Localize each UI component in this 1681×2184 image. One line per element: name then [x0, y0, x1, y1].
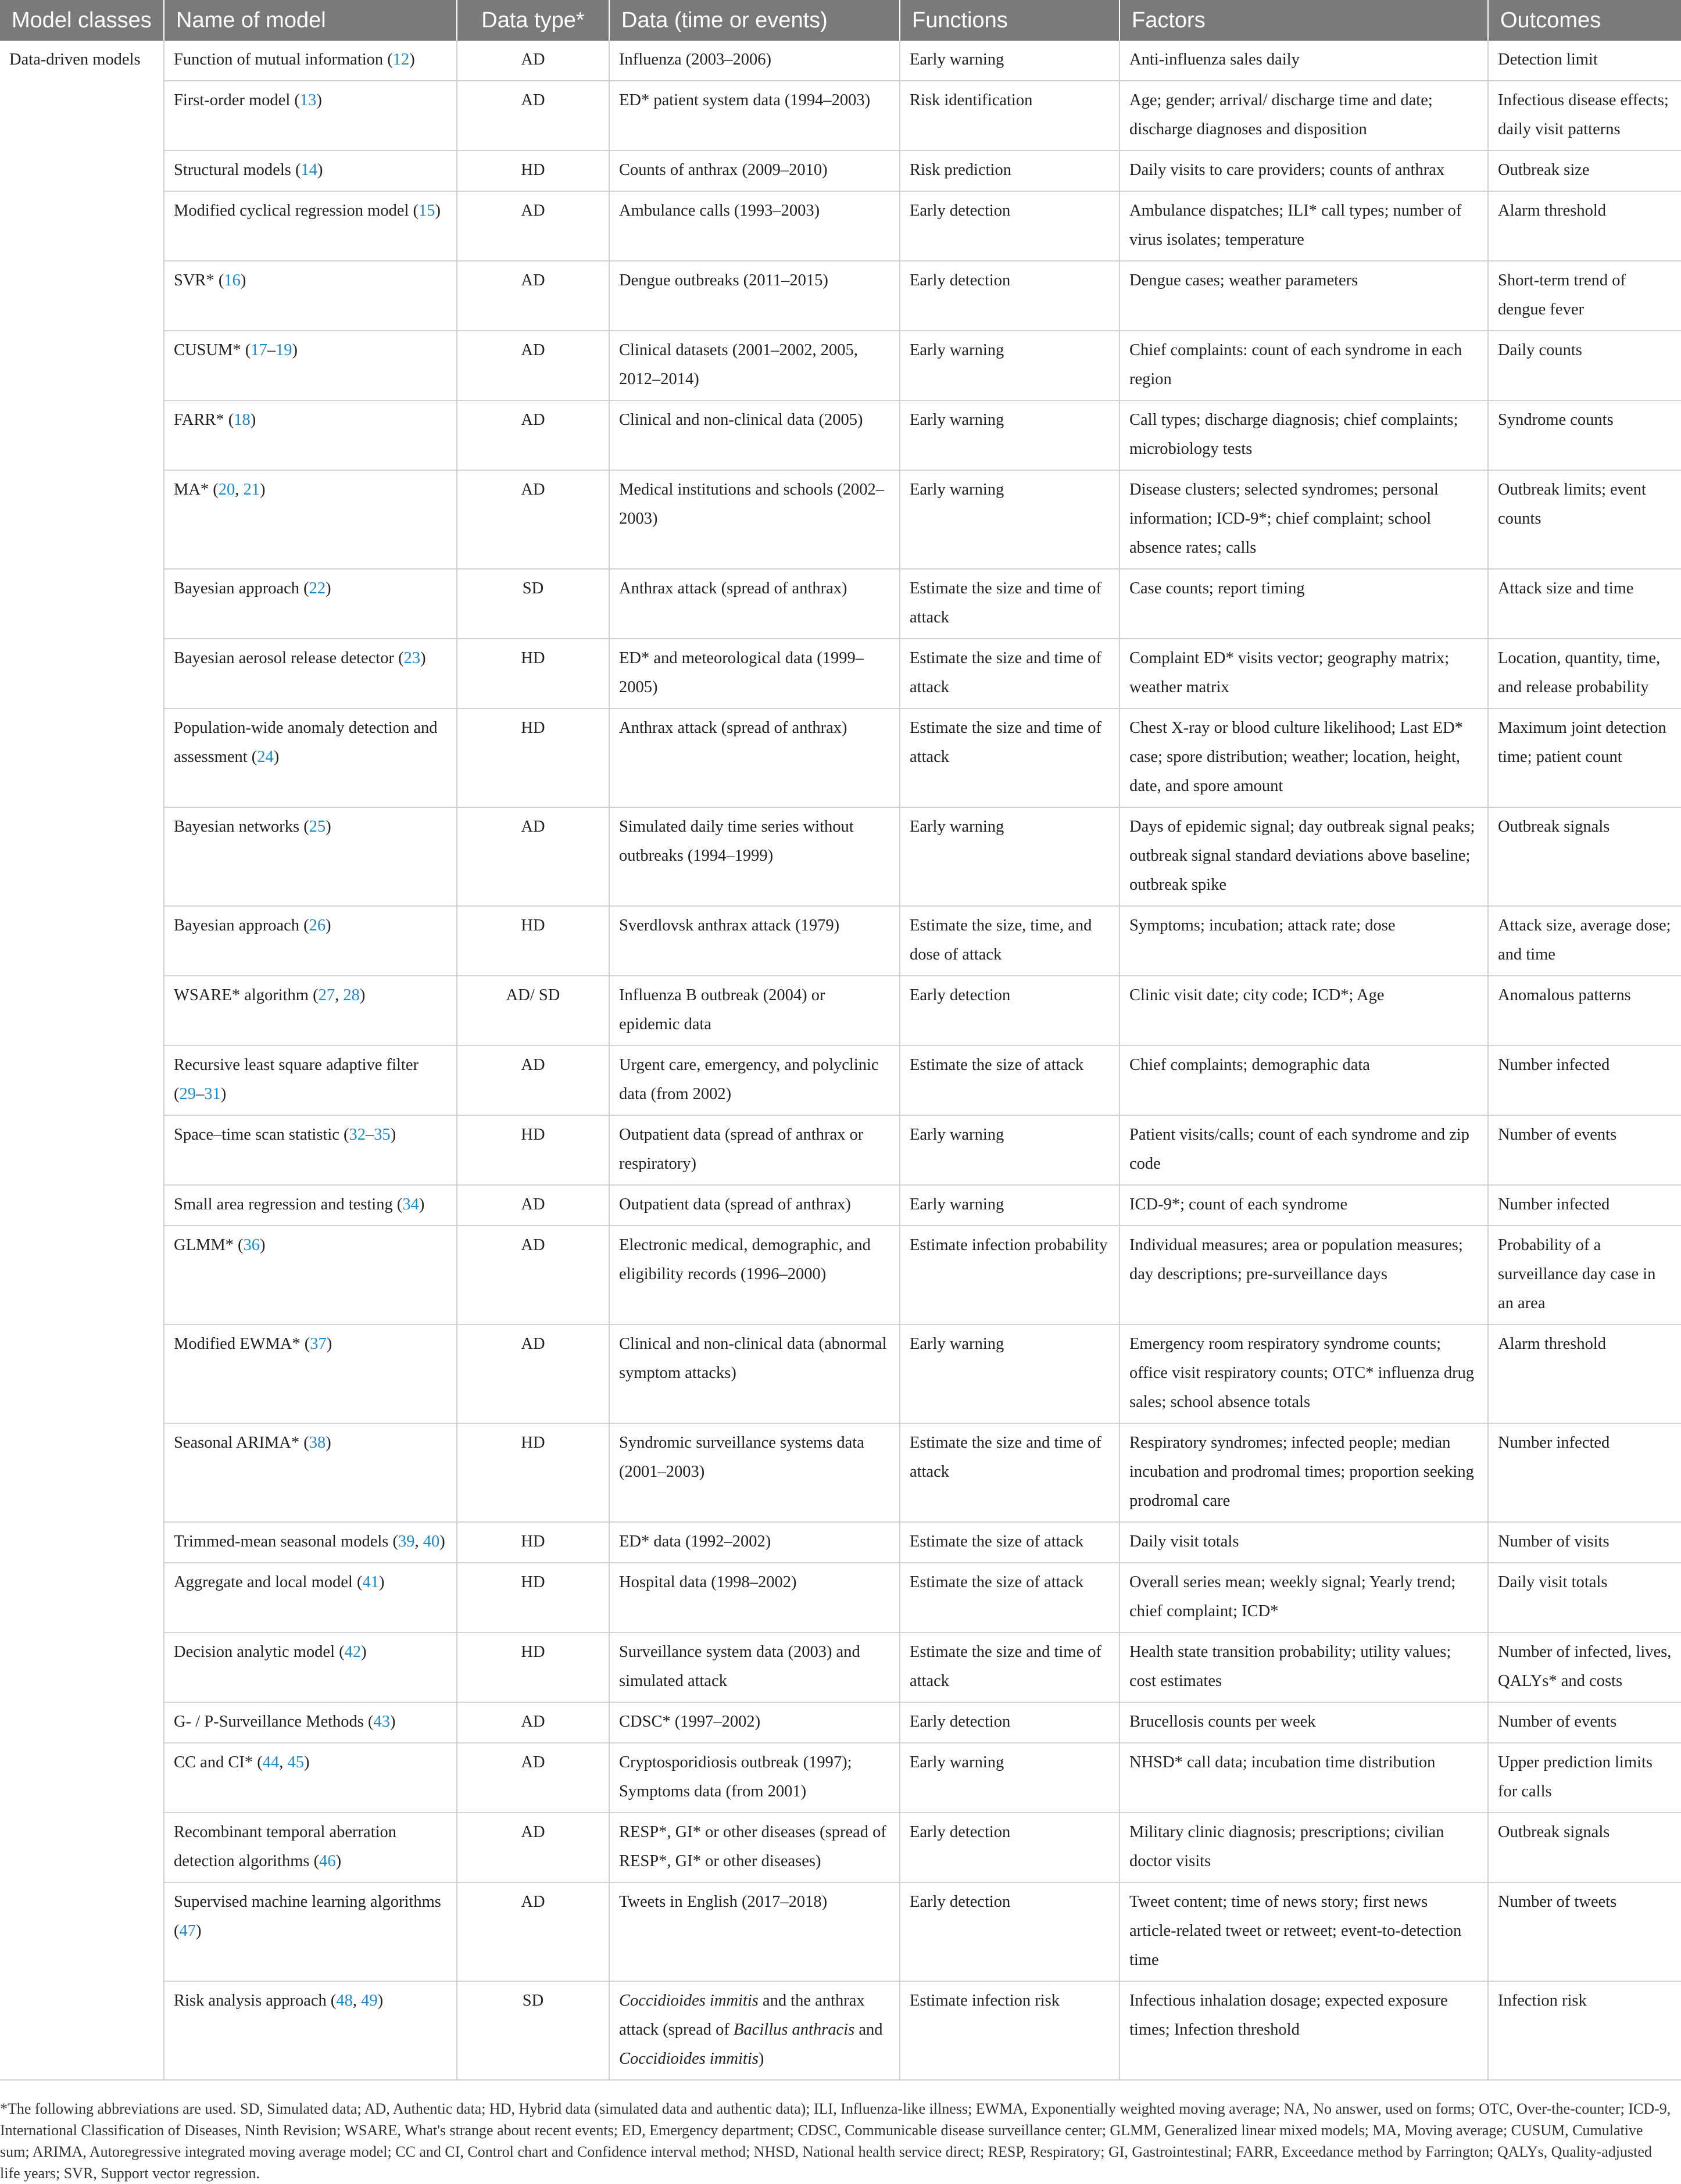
- data-events-cell: Ambulance calls (1993–2003): [609, 191, 900, 261]
- data-type-cell: HD: [457, 1522, 609, 1563]
- model-name-cell: Aggregate and local model (41): [164, 1563, 457, 1632]
- outcomes-cell: Outbreak signals: [1488, 1813, 1681, 1882]
- data-events-cell: Hospital data (1998–2002): [609, 1563, 900, 1632]
- table-row: [0, 569, 1681, 639]
- model-name-cell: Trimmed-mean seasonal models (39, 40): [164, 1522, 457, 1563]
- model-name-cell: First-order model (13): [164, 81, 457, 151]
- reference-link[interactable]: 27: [318, 986, 335, 1004]
- reference-link[interactable]: 18: [234, 411, 251, 429]
- data-events-cell: Dengue outbreaks (2011–2015): [609, 261, 900, 331]
- function-cell: Early warning: [900, 470, 1120, 569]
- function-cell: Estimate the size and time of attack: [900, 708, 1120, 807]
- table-row: [0, 1185, 1681, 1226]
- data-type-cell: AD: [457, 1813, 609, 1882]
- model-name-cell: CUSUM* (17–19): [164, 331, 457, 400]
- reference-link[interactable]: 24: [257, 748, 274, 766]
- model-name-cell: Bayesian approach (22): [164, 569, 457, 639]
- reference-link[interactable]: 48: [336, 1992, 353, 2010]
- reference-link[interactable]: 26: [309, 916, 326, 935]
- data-events-cell: Tweets in English (2017–2018): [609, 1882, 900, 1981]
- outcomes-cell: Number of events: [1488, 1702, 1681, 1743]
- data-events-cell: ED* patient system data (1994–2003): [609, 81, 900, 151]
- outcomes-cell: Attack size and time: [1488, 569, 1681, 639]
- table-row: [0, 1563, 1681, 1632]
- data-events-cell: Clinical and non-clinical data (2005): [609, 400, 900, 470]
- reference-link[interactable]: 22: [309, 579, 326, 597]
- function-cell: Early warning: [900, 41, 1120, 81]
- function-cell: Estimate infection probability: [900, 1226, 1120, 1324]
- function-cell: Risk prediction: [900, 151, 1120, 191]
- function-cell: Early warning: [900, 1324, 1120, 1423]
- data-events-cell: Influenza (2003–2006): [609, 41, 900, 81]
- outcomes-cell: Probability of a surveillance day case in an area: [1488, 1226, 1681, 1324]
- data-type-cell: AD: [457, 191, 609, 261]
- table-row: [0, 1115, 1681, 1185]
- function-cell: Risk identification: [900, 81, 1120, 151]
- header-model-classes: Model classes: [0, 0, 164, 41]
- header-row: [0, 0, 1681, 41]
- factors-cell: Individual measures; area or population measures; day descriptions; pre-surveillance days: [1120, 1226, 1488, 1324]
- table-row: [0, 1813, 1681, 1882]
- header-data: Data (time or events): [609, 0, 900, 41]
- table-row: [0, 1882, 1681, 1981]
- data-type-cell: AD: [457, 1324, 609, 1423]
- table-row: [0, 976, 1681, 1046]
- data-events-cell: Medical institutions and schools (2002–2003): [609, 470, 900, 569]
- italic-term: Bacillus anthracis: [734, 2021, 855, 2039]
- table-row: [0, 81, 1681, 151]
- function-cell: Early warning: [900, 1115, 1120, 1185]
- table-row: [0, 151, 1681, 191]
- outcomes-cell: Detection limit: [1488, 41, 1681, 81]
- function-cell: Early detection: [900, 1702, 1120, 1743]
- header-data-type: Data type*: [457, 0, 609, 41]
- table-row: [0, 1702, 1681, 1743]
- outcomes-cell: Outbreak limits; event counts: [1488, 470, 1681, 569]
- function-cell: Early detection: [900, 261, 1120, 331]
- data-type-cell: HD: [457, 639, 609, 708]
- outcomes-cell: Number infected: [1488, 1185, 1681, 1226]
- data-events-cell: Clinical datasets (2001–2002, 2005, 2012–2014): [609, 331, 900, 400]
- outcomes-cell: Number of infected, lives, QALYs* and costs: [1488, 1632, 1681, 1702]
- outcomes-cell: Location, quantity, time, and release probability: [1488, 639, 1681, 708]
- reference-link[interactable]: 39: [398, 1533, 415, 1551]
- factors-cell: Infectious inhalation dosage; expected exposure times; Infection threshold: [1120, 1981, 1488, 2080]
- outcomes-cell: Number infected: [1488, 1046, 1681, 1115]
- reference-link[interactable]: 12: [392, 51, 410, 69]
- data-type-cell: AD: [457, 41, 609, 81]
- data-type-cell: AD: [457, 1046, 609, 1115]
- data-type-cell: AD: [457, 400, 609, 470]
- model-name-cell: Decision analytic model (42): [164, 1632, 457, 1702]
- table-row: [0, 1423, 1681, 1522]
- table-row: [0, 708, 1681, 807]
- function-cell: Estimate the size and time of attack: [900, 1632, 1120, 1702]
- table-row: [0, 1324, 1681, 1423]
- factors-cell: ICD-9*; count of each syndrome: [1120, 1185, 1488, 1226]
- reference-link[interactable]: 37: [310, 1335, 327, 1353]
- reference-link[interactable]: 45: [287, 1753, 305, 1771]
- factors-cell: Chief complaints; demographic data: [1120, 1046, 1488, 1115]
- table-row: [0, 191, 1681, 261]
- reference-link[interactable]: 41: [362, 1573, 379, 1591]
- reference-link[interactable]: 46: [319, 1852, 336, 1870]
- reference-link[interactable]: 36: [243, 1236, 260, 1254]
- data-events-cell: ED* and meteorological data (1999–2005): [609, 639, 900, 708]
- table-row: [0, 807, 1681, 906]
- data-events-cell: Influenza B outbreak (2004) or epidemic data: [609, 976, 900, 1046]
- data-type-cell: HD: [457, 1563, 609, 1632]
- model-name-cell: GLMM* (36): [164, 1226, 457, 1324]
- outcomes-cell: Syndrome counts: [1488, 400, 1681, 470]
- reference-link[interactable]: 21: [243, 481, 260, 499]
- function-cell: Early warning: [900, 807, 1120, 906]
- function-cell: Early detection: [900, 976, 1120, 1046]
- factors-cell: Disease clusters; selected syndromes; personal information; ICD-9*; chief complaint; school absence rates; calls: [1120, 470, 1488, 569]
- data-type-cell: SD: [457, 569, 609, 639]
- reference-link[interactable]: 25: [309, 818, 326, 836]
- factors-cell: Days of epidemic signal; day outbreak signal peaks; outbreak signal standard deviations above baseline; outbreak spike: [1120, 807, 1488, 906]
- table-row: [0, 1046, 1681, 1115]
- data-events-cell: Outpatient data (spread of anthrax): [609, 1185, 900, 1226]
- model-name-cell: Recombinant temporal aberration detection algorithms (46): [164, 1813, 457, 1882]
- factors-cell: Case counts; report timing: [1120, 569, 1488, 639]
- outcomes-cell: Short-term trend of dengue fever: [1488, 261, 1681, 331]
- model-name-cell: CC and CI* (44, 45): [164, 1743, 457, 1813]
- outcomes-cell: Number infected: [1488, 1423, 1681, 1522]
- model-name-cell: Seasonal ARIMA* (38): [164, 1423, 457, 1522]
- function-cell: Estimate the size and time of attack: [900, 569, 1120, 639]
- data-type-cell: AD: [457, 470, 609, 569]
- reference-link[interactable]: 28: [343, 986, 360, 1004]
- table-row: [0, 1743, 1681, 1813]
- outcomes-cell: Attack size, average dose; and time: [1488, 906, 1681, 976]
- data-events-cell: Urgent care, emergency, and polyclinic data (from 2002): [609, 1046, 900, 1115]
- factors-cell: Respiratory syndromes; infected people; median incubation and prodromal times; proportion seeking prodromal care: [1120, 1423, 1488, 1522]
- factors-cell: Emergency room respiratory syndrome counts; office visit respiratory counts; OTC* influenza drug sales; school absence totals: [1120, 1324, 1488, 1423]
- function-cell: Estimate the size of attack: [900, 1522, 1120, 1563]
- data-events-cell: ED* data (1992–2002): [609, 1522, 900, 1563]
- table-row: [0, 400, 1681, 470]
- data-type-cell: AD: [457, 1702, 609, 1743]
- factors-cell: Chest X-ray or blood culture likelihood; Last ED* case; spore distribution; weather; location, height, date, and spore amount: [1120, 708, 1488, 807]
- reference-link[interactable]: 35: [374, 1126, 391, 1144]
- data-type-cell: SD: [457, 1981, 609, 2080]
- function-cell: Early detection: [900, 1813, 1120, 1882]
- data-events-cell: Anthrax attack (spread of anthrax): [609, 708, 900, 807]
- model-name-cell: Supervised machine learning algorithms (47): [164, 1882, 457, 1981]
- model-name-cell: Space–time scan statistic (32–35): [164, 1115, 457, 1185]
- reference-link[interactable]: 40: [423, 1533, 440, 1551]
- model-name-cell: Small area regression and testing (34): [164, 1185, 457, 1226]
- reference-link[interactable]: 15: [419, 202, 435, 220]
- table-header: [0, 0, 1681, 41]
- data-events-cell: Syndromic surveillance systems data (2001–2003): [609, 1423, 900, 1522]
- reference-link[interactable]: 23: [403, 649, 421, 667]
- header-functions: Functions: [900, 0, 1120, 41]
- table-row: [0, 470, 1681, 569]
- data-type-cell: HD: [457, 906, 609, 976]
- table-row: [0, 331, 1681, 400]
- header-factors: Factors: [1120, 0, 1488, 41]
- header-name-of-model: Name of model: [164, 0, 457, 41]
- function-cell: Estimate the size and time of attack: [900, 1423, 1120, 1522]
- data-type-cell: AD: [457, 807, 609, 906]
- reference-link[interactable]: 32: [349, 1126, 366, 1144]
- model-name-cell: SVR* (16): [164, 261, 457, 331]
- header-outcomes: Outcomes: [1488, 0, 1681, 41]
- outcomes-cell: Alarm threshold: [1488, 1324, 1681, 1423]
- data-type-cell: AD/ SD: [457, 976, 609, 1046]
- reference-link[interactable]: 38: [309, 1434, 326, 1452]
- data-events-cell: Surveillance system data (2003) and simulated attack: [609, 1632, 900, 1702]
- model-name-cell: Modified EWMA* (37): [164, 1324, 457, 1423]
- factors-cell: Patient visits/calls; count of each syndrome and zip code: [1120, 1115, 1488, 1185]
- factors-cell: Daily visit totals: [1120, 1522, 1488, 1563]
- table-footnote: *The following abbreviations are used. SD, Simulated data; AD, Authentic data; HD, Hybrid data (simulated data and authentic data); ILI, Influenza-like illness; EWMA, Exponentially weighted moving average; NA, No answer, used on forms; OTC, Over-the-counter; ICD-9, International Classification of Diseases, Ninth Revision; WSARE, What's strange about recent events; ED, Emergency department; CDSC, Communicable disease surveillance center; GLMM, Generalized linear mixed models; MA, Moving average; CUSUM, Cumulative sum; ARIMA, Autoregressive integrated moving average model; CC and CI, Control chart and Confidence interval method; NHSD, National health service direct; RESP, Respiratory; GI, Gastrointestinal; FARR, Exceedance method by Farrington; QALYs, Quality-adjusted life years; SVR, Support vector regression.: [0, 2100, 1671, 2182]
- data-type-cell: HD: [457, 708, 609, 807]
- data-type-cell: AD: [457, 261, 609, 331]
- data-events-cell: Cryptosporidiosis outbreak (1997); Symptoms data (from 2001): [609, 1743, 900, 1813]
- data-type-cell: AD: [457, 1226, 609, 1324]
- reference-link[interactable]: 16: [224, 271, 241, 289]
- data-events-cell: RESP*, GI* or other diseases (spread of RESP*, GI* or other diseases): [609, 1813, 900, 1882]
- factors-cell: Clinic visit date; city code; ICD*; Age: [1120, 976, 1488, 1046]
- model-name-cell: WSARE* algorithm (27, 28): [164, 976, 457, 1046]
- outcomes-cell: Anomalous patterns: [1488, 976, 1681, 1046]
- model-name-cell: Bayesian aerosol release detector (23): [164, 639, 457, 708]
- data-type-cell: AD: [457, 331, 609, 400]
- table-row: [0, 1981, 1681, 2080]
- function-cell: Estimate the size and time of attack: [900, 639, 1120, 708]
- outcomes-cell: Upper prediction limits for calls: [1488, 1743, 1681, 1813]
- model-name-cell: Risk analysis approach (48, 49): [164, 1981, 457, 2080]
- factors-cell: Call types; discharge diagnosis; chief complaints; microbiology tests: [1120, 400, 1488, 470]
- data-type-cell: AD: [457, 1882, 609, 1981]
- data-type-cell: AD: [457, 81, 609, 151]
- reference-link[interactable]: 42: [344, 1643, 362, 1661]
- factors-cell: Complaint ED* visits vector; geography matrix; weather matrix: [1120, 639, 1488, 708]
- table-row: [0, 1522, 1681, 1563]
- factors-cell: Tweet content; time of news story; first news article-related tweet or retweet; event-to-detection time: [1120, 1882, 1488, 1981]
- reference-link[interactable]: 14: [301, 161, 317, 179]
- factors-cell: Anti-influenza sales daily: [1120, 41, 1488, 81]
- function-cell: Estimate the size of attack: [900, 1563, 1120, 1632]
- data-type-cell: HD: [457, 1115, 609, 1185]
- outcomes-cell: Infection risk: [1488, 1981, 1681, 2080]
- reference-link[interactable]: 19: [275, 341, 292, 359]
- reference-link[interactable]: 34: [402, 1195, 419, 1213]
- outcomes-cell: Alarm threshold: [1488, 191, 1681, 261]
- model-name-cell: Recursive least square adaptive filter (29–31): [164, 1046, 457, 1115]
- factors-cell: Health state transition probability; utility values; cost estimates: [1120, 1632, 1488, 1702]
- factors-cell: Symptoms; incubation; attack rate; dose: [1120, 906, 1488, 976]
- data-type-cell: AD: [457, 1743, 609, 1813]
- data-events-cell: CDSC* (1997–2002): [609, 1702, 900, 1743]
- factors-cell: Daily visits to care providers; counts of anthrax: [1120, 151, 1488, 191]
- model-name-cell: MA* (20, 21): [164, 470, 457, 569]
- outcomes-cell: Infectious disease effects; daily visit patterns: [1488, 81, 1681, 151]
- data-type-cell: HD: [457, 1632, 609, 1702]
- model-name-cell: FARR* (18): [164, 400, 457, 470]
- model-name-cell: G- / P-Surveillance Methods (43): [164, 1702, 457, 1743]
- table-row: [0, 41, 1681, 81]
- outcomes-cell: Number of visits: [1488, 1522, 1681, 1563]
- factors-cell: Brucellosis counts per week: [1120, 1702, 1488, 1743]
- factors-cell: NHSD* call data; incubation time distribution: [1120, 1743, 1488, 1813]
- data-events-cell: Simulated daily time series without outbreaks (1994–1999): [609, 807, 900, 906]
- outcomes-cell: Number of tweets: [1488, 1882, 1681, 1981]
- data-events-cell: Counts of anthrax (2009–2010): [609, 151, 900, 191]
- model-class-cell: Data-driven models: [0, 41, 164, 2080]
- function-cell: Early warning: [900, 1743, 1120, 1813]
- outcomes-cell: Daily counts: [1488, 331, 1681, 400]
- reference-link[interactable]: 49: [361, 1992, 378, 2010]
- function-cell: Estimate the size of attack: [900, 1046, 1120, 1115]
- reference-link[interactable]: 17: [251, 341, 267, 359]
- data-events-cell: Anthrax attack (spread of anthrax): [609, 569, 900, 639]
- model-name-cell: Modified cyclical regression model (15): [164, 191, 457, 261]
- reference-link[interactable]: 13: [299, 91, 317, 109]
- model-name-cell: Function of mutual information (12): [164, 41, 457, 81]
- table-row: [0, 639, 1681, 708]
- italic-term: Coccidioides immitis: [619, 2050, 759, 2068]
- data-events-cell: Outpatient data (spread of anthrax or respiratory): [609, 1115, 900, 1185]
- data-events-cell: Sverdlovsk anthrax attack (1979): [609, 906, 900, 976]
- reference-link[interactable]: 31: [204, 1085, 221, 1103]
- function-cell: Early warning: [900, 400, 1120, 470]
- function-cell: Early detection: [900, 1882, 1120, 1981]
- reference-link[interactable]: 20: [218, 481, 235, 499]
- factors-cell: Overall series mean; weekly signal; Yearly trend; chief complaint; ICD*: [1120, 1563, 1488, 1632]
- model-name-cell: Bayesian approach (26): [164, 906, 457, 976]
- table-row: [0, 1632, 1681, 1702]
- outcomes-cell: Maximum joint detection time; patient count: [1488, 708, 1681, 807]
- factors-cell: Military clinic diagnosis; prescriptions; civilian doctor visits: [1120, 1813, 1488, 1882]
- function-cell: Early detection: [900, 191, 1120, 261]
- outcomes-cell: Outbreak signals: [1488, 807, 1681, 906]
- outcomes-cell: Daily visit totals: [1488, 1563, 1681, 1632]
- function-cell: Early warning: [900, 1185, 1120, 1226]
- data-type-cell: AD: [457, 1185, 609, 1226]
- reference-link[interactable]: 47: [179, 1922, 196, 1940]
- function-cell: Early warning: [900, 331, 1120, 400]
- reference-link[interactable]: 29: [179, 1085, 196, 1103]
- data-events-cell: Clinical and non-clinical data (abnormal symptom attacks): [609, 1324, 900, 1423]
- function-cell: Estimate infection risk: [900, 1981, 1120, 2080]
- factors-cell: Age; gender; arrival/ discharge time and date; discharge diagnoses and disposition: [1120, 81, 1488, 151]
- factors-cell: Ambulance dispatches; ILI* call types; number of virus isolates; temperature: [1120, 191, 1488, 261]
- function-cell: Estimate the size, time, and dose of attack: [900, 906, 1120, 976]
- outcomes-cell: Outbreak size: [1488, 151, 1681, 191]
- table-row: [0, 1226, 1681, 1324]
- table-body: [0, 41, 1681, 2080]
- factors-cell: Chief complaints: count of each syndrome in each region: [1120, 331, 1488, 400]
- model-name-cell: Bayesian networks (25): [164, 807, 457, 906]
- italic-term: Coccidioides immitis: [619, 1992, 759, 2010]
- data-events-cell: Electronic medical, demographic, and eligibility records (1996–2000): [609, 1226, 900, 1324]
- table-row: [0, 906, 1681, 976]
- model-name-cell: Structural models (14): [164, 151, 457, 191]
- data-events-cell: Coccidioides immitis and the anthrax attack (spread of Bacillus anthracis and Coccidioides immitis): [609, 1981, 900, 2080]
- reference-link[interactable]: 43: [373, 1713, 391, 1731]
- data-type-cell: HD: [457, 1423, 609, 1522]
- data-type-cell: HD: [457, 151, 609, 191]
- model-name-cell: Population-wide anomaly detection and assessment (24): [164, 708, 457, 807]
- reference-link[interactable]: 44: [262, 1753, 280, 1771]
- outcomes-cell: Number of events: [1488, 1115, 1681, 1185]
- table-row: [0, 261, 1681, 331]
- factors-cell: Dengue cases; weather parameters: [1120, 261, 1488, 331]
